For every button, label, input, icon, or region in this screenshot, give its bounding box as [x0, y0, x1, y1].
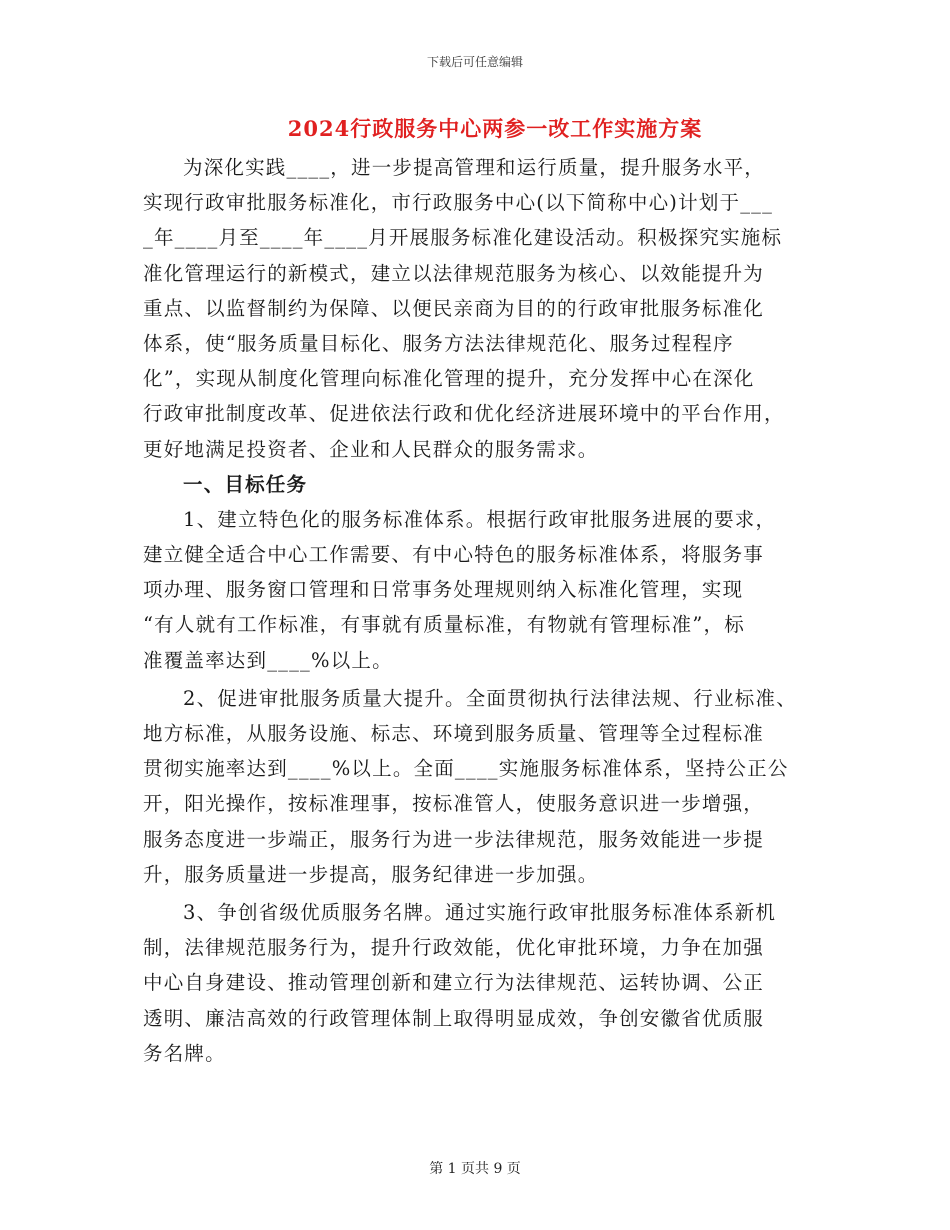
paragraph-target-1	[143, 502, 833, 678]
text-line: 为深化实践____，进一步提高管理和运行质量，提升服务水平，	[183, 156, 766, 179]
text-line: _年____月至____年____月开展服务标准化建设活动。积极探究实施标	[143, 226, 783, 250]
document-title: 2024行政服务中心两参一改工作实施方案	[287, 116, 703, 141]
text-line: 制，法律规范服务行为，提升行政效能，优化审批环境，力争在加强	[143, 936, 765, 960]
paragraph-target-3	[143, 895, 833, 1071]
text-line: 中心自身建设、推动管理创新和建立行为法律规范、运转协调、公正	[143, 971, 765, 995]
text-line: “有人就有工作标准，有事就有质量标准，有物就有管理标准”，标	[143, 613, 745, 637]
header-note: 下载后可任意编辑	[426, 55, 523, 69]
text-line: 行政审批制度改革、促进依法行政和优化经济进展环境中的平台作用，	[143, 402, 785, 426]
section-heading: 一、目标任务	[183, 472, 308, 496]
text-line: 重点、以监督制约为保障、以便民亲商为目的的行政审批服务标准化	[143, 296, 765, 320]
document-body	[143, 150, 833, 1071]
paragraph-target-2	[143, 681, 833, 892]
text-line: 1、建立特色化的服务标准体系。根据行政审批服务进展的要求，	[183, 507, 777, 531]
text-line: 更好地满足投资者、企业和人民群众的服务需求。	[143, 437, 599, 461]
text-line: 升，服务质量进一步提高，服务纪律进一步加强。	[143, 862, 599, 886]
text-line: 务名牌。	[143, 1041, 226, 1065]
text-line: 体系，使“服务质量目标化、服务方法法律规范化、服务过程程序	[143, 331, 734, 355]
text-line: 化”，实现从制度化管理向标准化管理的提升，充分发挥中心在深化	[143, 367, 755, 391]
text-line: 服务态度进一步端正，服务行为进一步法律规范，服务效能进一步提	[143, 827, 765, 851]
page-number-footer: 第 1 页共 9 页	[429, 1161, 521, 1177]
text-line: 准化管理运行的新模式，建立以法律规范服务为核心、以效能提升为	[143, 261, 765, 285]
text-line: 地方标准，从服务设施、标志、环境到服务质量、管理等全过程标准	[143, 722, 765, 745]
text-line: 实现行政审批服务标准化，市行政服务中心(以下简称中心)计划于___	[143, 191, 774, 215]
paragraph-intro	[143, 150, 833, 467]
text-line: 2、促进审批服务质量大提升。全面贯彻执行法律法规、行业标准、	[183, 686, 797, 710]
text-line: 透明、廉洁高效的行政管理体制上取得明显成效，争创安徽省优质服	[143, 1006, 765, 1030]
text-line: 贯彻实施率达到____%以上。全面____实施服务标准体系，坚持公正公	[143, 757, 789, 781]
text-line: 开，阳光操作，按标准理事，按标准管人，使服务意识进一步增强，	[143, 792, 765, 816]
text-line: 3、争创省级优质服务名牌。通过实施行政审批服务标准体系新机	[183, 900, 777, 924]
text-line: 建立健全适合中心工作需要、有中心特色的服务标准体系，将服务事	[143, 543, 765, 567]
text-line: 准覆盖率达到____%以上。	[143, 648, 393, 672]
text-line: 项办理、服务窗口管理和日常事务处理规则纳入标准化管理，实现	[143, 578, 744, 602]
